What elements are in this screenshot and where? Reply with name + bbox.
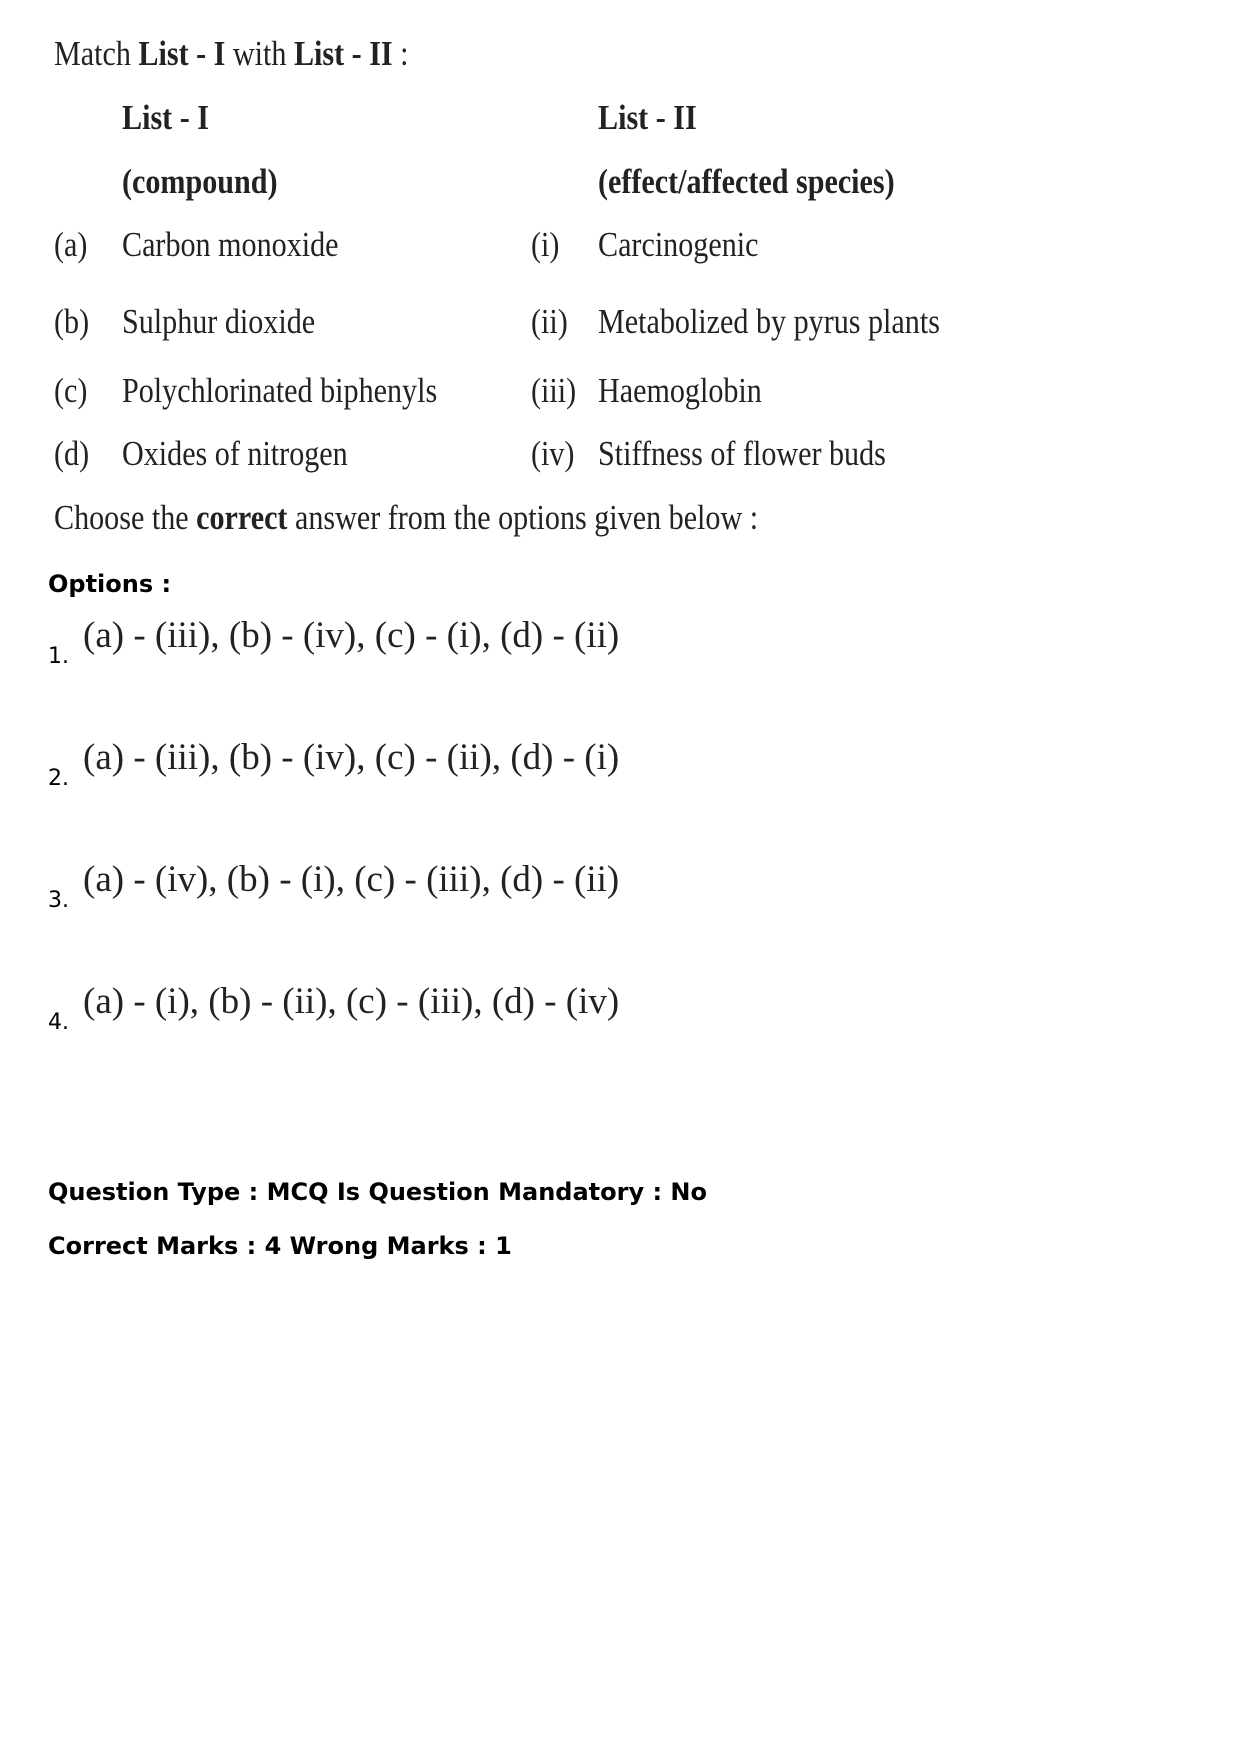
choose-bold: correct [196, 498, 288, 537]
option-2-text[interactable]: (a) - (iii), (b) - (iv), (c) - (ii), (d) - (i) [83, 737, 620, 778]
option-1-text[interactable]: (a) - (iii), (b) - (iv), (c) - (i), (d) - (ii) [83, 615, 620, 656]
list1-title: List - I [122, 98, 209, 137]
option-3-text[interactable]: (a) - (iv), (b) - (i), (c) - (iii), (d) - (ii) [83, 859, 620, 900]
intro-suffix: : [392, 34, 409, 73]
list2-item-i: Carcinogenic [598, 225, 759, 264]
question-type-line: Question Type : MCQ Is Question Mandatory : No [48, 1178, 707, 1206]
list2-item-iv: Stiffness of flower buds [598, 434, 886, 473]
list1-item-b: Sulphur dioxide [122, 302, 316, 341]
list1-marker-a: (a) [54, 225, 88, 264]
intro-list2: List - II [293, 34, 393, 73]
option-4-number: 4. [48, 1010, 69, 1035]
intro-mid: with [225, 34, 294, 73]
list2-marker-iv: (iv) [531, 434, 575, 473]
list2-marker-ii: (ii) [531, 302, 568, 341]
list1-item-d: Oxides of nitrogen [122, 434, 348, 473]
list1-marker-d: (d) [54, 434, 90, 473]
intro-prefix: Match [54, 34, 139, 73]
list2-title: List - II [598, 98, 697, 137]
choose-suffix: answer from the options given below : [287, 498, 759, 537]
marks-line: Correct Marks : 4 Wrong Marks : 1 [48, 1232, 512, 1260]
list2-subtitle: (effect/affected species) [598, 162, 895, 201]
list1-item-c: Polychlorinated biphenyls [122, 371, 438, 410]
list2-item-ii: Metabolized by pyrus plants [598, 302, 940, 341]
question-intro [54, 34, 409, 74]
list2-marker-iii: (iii) [531, 371, 577, 410]
option-4-text[interactable]: (a) - (i), (b) - (ii), (c) - (iii), (d) - (iv) [83, 981, 620, 1022]
list1-marker-c: (c) [54, 371, 88, 410]
intro-list1: List - I [138, 34, 226, 73]
options-label: Options : [48, 570, 172, 598]
choose-instruction [54, 498, 758, 538]
list1-marker-b: (b) [54, 302, 90, 341]
list2-marker-i: (i) [531, 225, 560, 264]
option-2-number: 2. [48, 766, 69, 791]
list1-item-a: Carbon monoxide [122, 225, 339, 264]
option-3-number: 3. [48, 888, 69, 913]
list1-subtitle: (compound) [122, 162, 278, 201]
option-1-number: 1. [48, 644, 69, 669]
choose-prefix: Choose the [54, 498, 197, 537]
list2-item-iii: Haemoglobin [598, 371, 762, 410]
